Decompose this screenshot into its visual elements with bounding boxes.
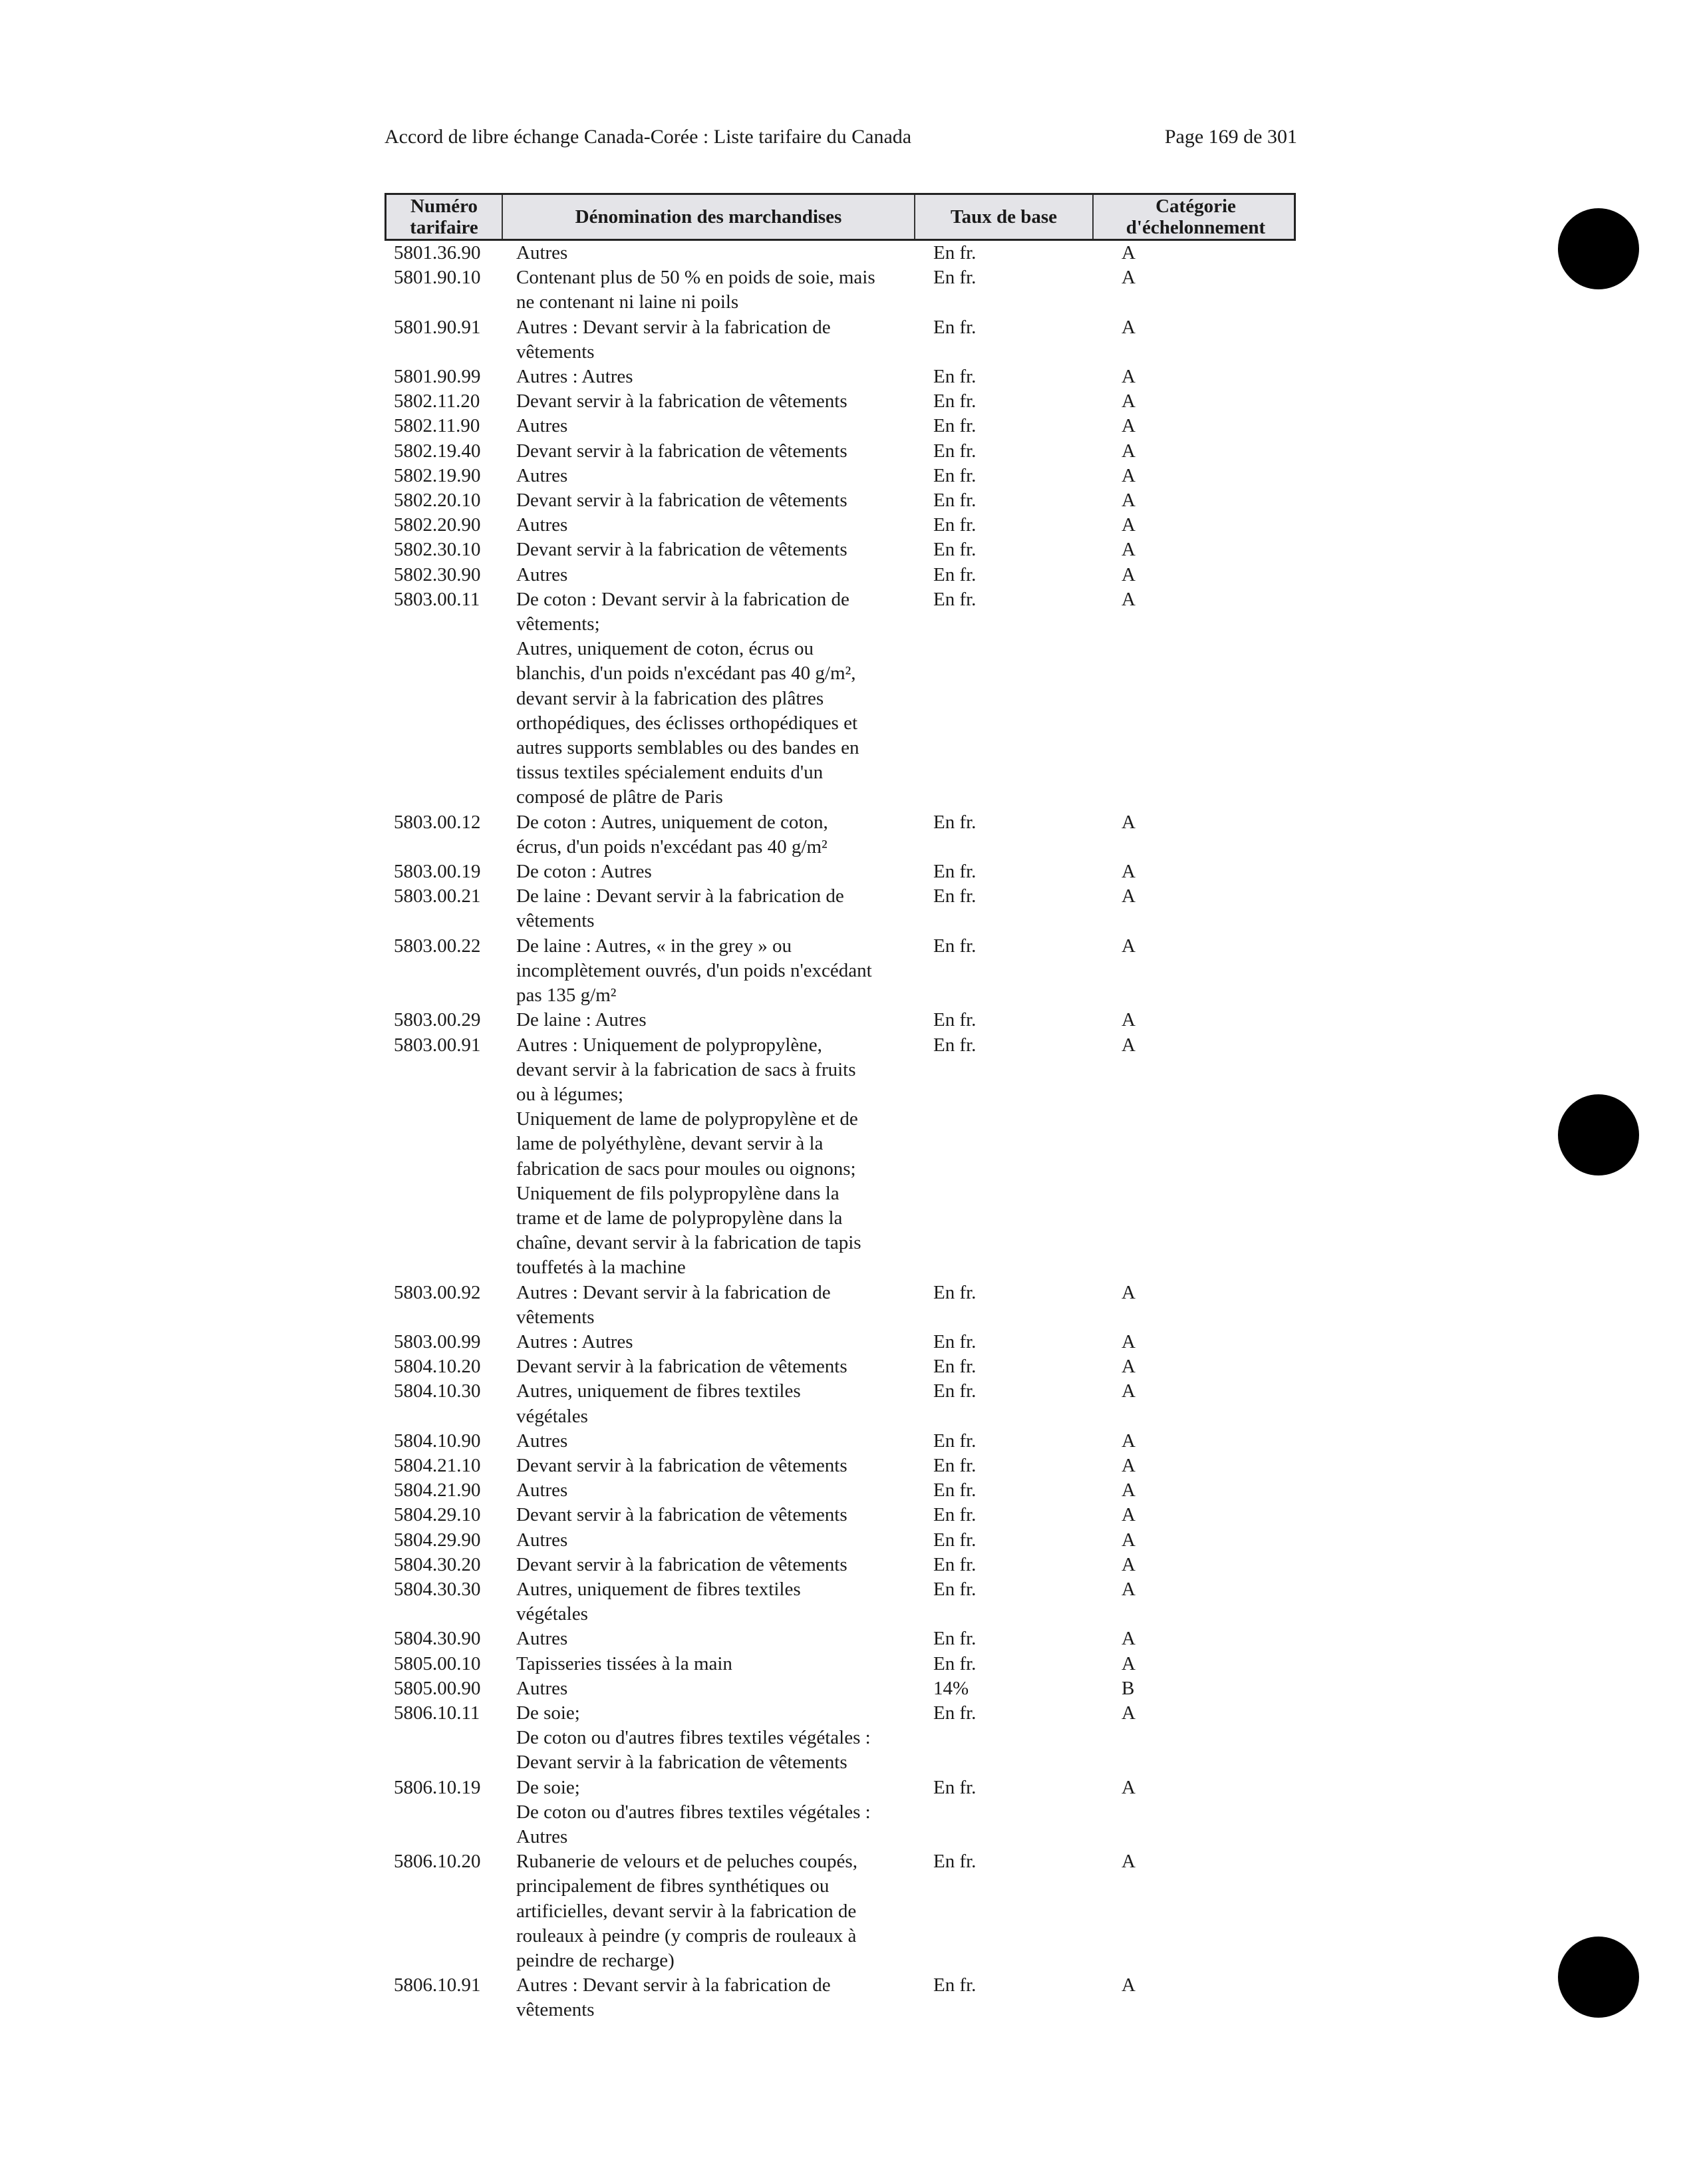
staging-category: A: [1122, 415, 1136, 437]
staging-category: A: [1122, 490, 1136, 512]
staging-category: A: [1122, 1504, 1136, 1526]
column-header-rate: Taux de base: [915, 195, 1094, 239]
goods-description: [516, 1503, 909, 1527]
staging-category: A: [1122, 1330, 1136, 1352]
table-row: [384, 414, 1296, 438]
goods-description: [516, 1008, 909, 1032]
table-row: [384, 513, 1296, 538]
base-rate: En fr.: [933, 1034, 977, 1056]
base-rate: En fr.: [933, 1529, 977, 1551]
table-row: [384, 241, 1296, 265]
staging-category: A: [1122, 440, 1136, 462]
table-row: [384, 934, 1296, 1009]
table-row: [384, 488, 1296, 513]
staging-category: A: [1122, 242, 1136, 263]
table-row: [384, 1033, 1296, 1281]
goods-description: [516, 265, 909, 315]
base-rate: 14%: [933, 1677, 969, 1699]
tariff-code: 5803.00.99: [394, 1330, 481, 1352]
tariff-code: 5803.00.11: [394, 588, 480, 610]
base-rate: En fr.: [933, 1553, 977, 1575]
base-rate: En fr.: [933, 588, 977, 610]
description-line: Devant servir à la fabrication de vêtements: [516, 490, 847, 512]
base-rate: En fr.: [933, 1504, 977, 1526]
table-row: [384, 439, 1296, 464]
goods-description: [516, 1849, 909, 1973]
base-rate: En fr.: [933, 861, 977, 883]
table-row: [384, 1429, 1296, 1454]
table-row: [384, 810, 1296, 859]
description-line: Autres, uniquement de fibres textiles: [516, 1380, 801, 1402]
description-line: vêtements;: [516, 613, 600, 635]
description-line: Autres: [516, 514, 568, 536]
base-rate: En fr.: [933, 242, 977, 263]
goods-description: [516, 859, 909, 884]
description-line: Devant servir à la fabrication de vêtements: [516, 1504, 847, 1526]
table-row: [384, 1379, 1296, 1428]
table-row: [384, 1528, 1296, 1553]
table-row: [384, 1776, 1296, 1850]
table-row: [384, 538, 1296, 562]
description-line: De laine : Autres: [516, 1009, 647, 1031]
base-rate: En fr.: [933, 390, 977, 412]
page-header: [384, 122, 1297, 152]
description-line: Devant servir à la fabrication de vêtements: [516, 1356, 847, 1378]
tariff-code: 5805.00.10: [394, 1652, 481, 1674]
binder-hole: [1558, 208, 1639, 289]
description-line: Autres: [516, 563, 568, 585]
staging-category: A: [1122, 1553, 1136, 1575]
tariff-code: 5801.90.99: [394, 366, 481, 388]
description-line: blanchis, d'un poids n'excédant pas 40 g/m²,: [516, 663, 856, 685]
description-line: touffetés à la machine: [516, 1257, 686, 1279]
table-row: [384, 563, 1296, 587]
description-line: Autres : Autres: [516, 366, 633, 388]
goods-description: [516, 1627, 909, 1651]
tariff-code: 5804.30.20: [394, 1553, 481, 1575]
base-rate: En fr.: [933, 1009, 977, 1031]
goods-description: [516, 934, 909, 1009]
tariff-code: 5803.00.92: [394, 1281, 481, 1303]
table-row: [384, 365, 1296, 389]
description-line: trame et de lame de polypropylène dans la: [516, 1207, 843, 1229]
base-rate: En fr.: [933, 811, 977, 833]
description-line: ou à légumes;: [516, 1083, 624, 1105]
staging-category: A: [1122, 885, 1136, 907]
tariff-code: 5806.10.20: [394, 1851, 481, 1873]
base-rate: En fr.: [933, 1356, 977, 1378]
tariff-code: 5804.29.10: [394, 1504, 481, 1526]
staging-category: A: [1122, 1702, 1136, 1724]
staging-category: A: [1122, 464, 1136, 486]
table-row: [384, 884, 1296, 933]
base-rate: En fr.: [933, 366, 977, 388]
staging-category: A: [1122, 861, 1136, 883]
column-header-description: Dénomination des marchandises: [503, 195, 915, 239]
goods-description: [516, 241, 909, 265]
goods-description: [516, 1454, 909, 1478]
description-line: composé de plâtre de Paris: [516, 786, 723, 808]
tariff-code: 5803.00.19: [394, 861, 481, 883]
description-line: vêtements: [516, 1999, 595, 2021]
base-rate: En fr.: [933, 440, 977, 462]
staging-category: A: [1122, 1430, 1136, 1452]
description-line: vêtements: [516, 910, 595, 932]
base-rate: En fr.: [933, 1380, 977, 1402]
binder-hole: [1558, 1094, 1639, 1175]
description-line: Devant servir à la fabrication de vêtements: [516, 390, 847, 412]
goods-description: [516, 810, 909, 859]
tariff-code: 5805.00.90: [394, 1677, 481, 1699]
description-line: Autres, uniquement de coton, écrus ou: [516, 638, 814, 660]
table-row: [384, 1973, 1296, 2022]
tariff-code: 5804.10.20: [394, 1356, 481, 1378]
description-line: Devant servir à la fabrication de vêtements: [516, 1752, 847, 1774]
table-row: [384, 1849, 1296, 1973]
base-rate: En fr.: [933, 1702, 977, 1724]
goods-description: [516, 587, 909, 810]
description-line: Autres: [516, 1628, 568, 1650]
staging-category: A: [1122, 267, 1136, 289]
goods-description: [516, 488, 909, 513]
base-rate: En fr.: [933, 1281, 977, 1303]
goods-description: [516, 1776, 909, 1850]
table-row: [384, 315, 1296, 365]
description-line: écrus, d'un poids n'excédant pas 40 g/m²: [516, 836, 828, 858]
goods-description: [516, 315, 909, 365]
base-rate: En fr.: [933, 316, 977, 338]
tariff-code: 5802.11.20: [394, 390, 480, 412]
tariff-code: 5802.19.40: [394, 440, 481, 462]
base-rate: En fr.: [933, 1430, 977, 1452]
tariff-table-body: [384, 241, 1296, 2023]
tariff-code: 5802.30.10: [394, 539, 481, 561]
description-line: fabrication de sacs pour moules ou oignons;: [516, 1158, 856, 1179]
goods-description: [516, 1478, 909, 1503]
description-line: Autres: [516, 464, 568, 486]
goods-description: [516, 1033, 909, 1281]
table-row: [384, 859, 1296, 884]
table-row: [384, 1354, 1296, 1379]
staging-category: A: [1122, 588, 1136, 610]
table-header: [384, 193, 1296, 241]
base-rate: En fr.: [933, 490, 977, 512]
base-rate: En fr.: [933, 1480, 977, 1501]
tariff-code: 5803.00.12: [394, 811, 481, 833]
goods-description: [516, 414, 909, 438]
base-rate: En fr.: [933, 1330, 977, 1352]
goods-description: [516, 1553, 909, 1577]
binder-hole: [1558, 1937, 1639, 2018]
staging-category: A: [1122, 1974, 1136, 1996]
description-line: Devant servir à la fabrication de vêtements: [516, 1454, 847, 1476]
goods-description: [516, 1330, 909, 1354]
description-line: devant servir à la fabrication des plâtres: [516, 687, 824, 709]
description-line: principalement de fibres synthétiques ou: [516, 1875, 830, 1897]
base-rate: En fr.: [933, 464, 977, 486]
tariff-code: 5802.19.90: [394, 464, 481, 486]
staging-category: A: [1122, 935, 1136, 957]
base-rate: En fr.: [933, 1628, 977, 1650]
description-line: De coton : Devant servir à la fabrication de: [516, 588, 849, 610]
base-rate: En fr.: [933, 267, 977, 289]
goods-description: [516, 1973, 909, 2022]
description-line: Tapisseries tissées à la main: [516, 1652, 732, 1674]
base-rate: En fr.: [933, 563, 977, 585]
description-line: Devant servir à la fabrication de vêtements: [516, 440, 847, 462]
description-line: vêtements: [516, 1306, 595, 1328]
goods-description: [516, 1528, 909, 1553]
table-row: [384, 1553, 1296, 1577]
tariff-code: 5804.10.30: [394, 1380, 481, 1402]
description-line: De coton : Autres: [516, 861, 652, 883]
table-row: [384, 587, 1296, 810]
document-title: Accord de libre échange Canada-Corée : Liste tarifaire du Canada: [384, 126, 912, 148]
staging-category: A: [1122, 1628, 1136, 1650]
staging-category: A: [1122, 1281, 1136, 1303]
goods-description: [516, 365, 909, 389]
tariff-code: 5803.00.91: [394, 1034, 481, 1056]
base-rate: En fr.: [933, 1652, 977, 1674]
description-line: Autres : Devant servir à la fabrication de: [516, 316, 831, 338]
description-line: chaîne, devant servir à la fabrication de tapis: [516, 1232, 861, 1254]
tariff-code: 5806.10.19: [394, 1776, 481, 1798]
description-line: De coton : Autres, uniquement de coton,: [516, 811, 828, 833]
staging-category: A: [1122, 1380, 1136, 1402]
column-header-code: Numéro tarifaire: [386, 195, 503, 239]
tariff-code: 5802.20.90: [394, 514, 481, 536]
staging-category: B: [1122, 1677, 1135, 1699]
table-row: [384, 1627, 1296, 1651]
description-line: Uniquement de fils polypropylène dans la: [516, 1182, 840, 1204]
table-row: [384, 1701, 1296, 1776]
staging-category: A: [1122, 1776, 1136, 1798]
description-line: Autres : Uniquement de polypropylène,: [516, 1034, 822, 1056]
description-line: Autres: [516, 242, 568, 263]
description-line: autres supports semblables ou des bandes en: [516, 737, 859, 759]
tariff-code: 5804.10.90: [394, 1430, 481, 1452]
description-line: Rubanerie de velours et de peluches coupés,: [516, 1851, 857, 1873]
description-line: rouleaux à peindre (y compris de rouleaux à: [516, 1925, 857, 1947]
goods-description: [516, 1701, 909, 1776]
description-line: De soie;: [516, 1702, 580, 1724]
table-row: [384, 1281, 1296, 1330]
staging-category: A: [1122, 811, 1136, 833]
description-line: De coton ou d'autres fibres textiles végétales :: [516, 1727, 871, 1749]
tariff-code: 5803.00.21: [394, 885, 481, 907]
description-line: orthopédiques, des éclisses orthopédiques et: [516, 712, 858, 734]
table-row: [384, 1478, 1296, 1503]
staging-category: A: [1122, 316, 1136, 338]
staging-category: A: [1122, 366, 1136, 388]
description-line: végétales: [516, 1405, 588, 1427]
description-line: végétales: [516, 1603, 588, 1625]
tariff-code: 5804.30.90: [394, 1628, 481, 1650]
base-rate: En fr.: [933, 935, 977, 957]
staging-category: A: [1122, 1529, 1136, 1551]
table-row: [384, 1652, 1296, 1676]
table-row: [384, 1676, 1296, 1701]
description-line: De coton ou d'autres fibres textiles végétales :: [516, 1801, 871, 1823]
staging-category: A: [1122, 514, 1136, 536]
goods-description: [516, 538, 909, 562]
tariff-code: 5804.21.10: [394, 1454, 481, 1476]
goods-description: [516, 884, 909, 933]
tariff-code: 5806.10.91: [394, 1974, 481, 1996]
staging-category: A: [1122, 1480, 1136, 1501]
description-line: pas 135 g/m²: [516, 985, 617, 1007]
description-line: tissus textiles spécialement enduits d'un: [516, 762, 824, 784]
staging-category: A: [1122, 1454, 1136, 1476]
tariff-code: 5801.90.91: [394, 316, 481, 338]
tariff-code: 5802.20.10: [394, 490, 481, 512]
description-line: Autres, uniquement de fibres textiles: [516, 1578, 801, 1600]
description-line: peindre de recharge): [516, 1950, 675, 1972]
tariff-code: 5804.29.90: [394, 1529, 481, 1551]
description-line: incomplètement ouvrés, d'un poids n'excédant: [516, 959, 872, 981]
tariff-code: 5802.11.90: [394, 415, 480, 437]
tariff-code: 5803.00.29: [394, 1009, 481, 1031]
goods-description: [516, 464, 909, 488]
base-rate: En fr.: [933, 539, 977, 561]
tariff-code: 5801.36.90: [394, 242, 481, 263]
description-line: ne contenant ni laine ni poils: [516, 291, 739, 313]
description-line: devant servir à la fabrication de sacs à fruits: [516, 1058, 856, 1080]
staging-category: A: [1122, 1851, 1136, 1873]
table-row: [384, 389, 1296, 414]
table-row: [384, 1454, 1296, 1478]
table-row: [384, 1503, 1296, 1527]
description-line: Autres: [516, 1677, 568, 1699]
base-rate: En fr.: [933, 885, 977, 907]
description-line: Autres : Devant servir à la fabrication de: [516, 1281, 831, 1303]
base-rate: En fr.: [933, 1974, 977, 1996]
tariff-code: 5804.30.30: [394, 1578, 481, 1600]
tariff-code: 5802.30.90: [394, 563, 481, 585]
goods-description: [516, 513, 909, 538]
description-line: Contenant plus de 50 % en poids de soie, mais: [516, 267, 875, 289]
description-line: Uniquement de lame de polypropylène et de: [516, 1108, 858, 1130]
staging-category: A: [1122, 1652, 1136, 1674]
description-line: Autres: [516, 415, 568, 437]
goods-description: [516, 389, 909, 414]
goods-description: [516, 1281, 909, 1330]
base-rate: En fr.: [933, 1851, 977, 1873]
description-line: vêtements: [516, 341, 595, 363]
column-header-category: Catégorie d'échelonnement: [1126, 196, 1266, 238]
staging-category: A: [1122, 1578, 1136, 1600]
table-row: [384, 1330, 1296, 1354]
staging-category: A: [1122, 563, 1136, 585]
description-line: Autres: [516, 1529, 568, 1551]
staging-category: A: [1122, 1356, 1136, 1378]
tariff-code: 5806.10.11: [394, 1702, 480, 1724]
goods-description: [516, 1354, 909, 1379]
description-line: artificielles, devant servir à la fabrication de: [516, 1900, 857, 1922]
tariff-code: 5801.90.10: [394, 267, 481, 289]
table-row: [384, 1577, 1296, 1627]
goods-description: [516, 439, 909, 464]
staging-category: A: [1122, 1009, 1136, 1031]
base-rate: En fr.: [933, 514, 977, 536]
description-line: Autres : Autres: [516, 1330, 633, 1352]
description-line: Autres: [516, 1826, 568, 1847]
description-line: lame de polyéthylène, devant servir à la: [516, 1133, 824, 1155]
description-line: Autres: [516, 1480, 568, 1501]
table-row: [384, 1008, 1296, 1032]
description-line: Devant servir à la fabrication de vêtements: [516, 1553, 847, 1575]
goods-description: [516, 1429, 909, 1454]
description-line: De laine : Autres, « in the grey » ou: [516, 935, 792, 957]
goods-description: [516, 1652, 909, 1676]
goods-description: [516, 1577, 909, 1627]
table-row: [384, 464, 1296, 488]
goods-description: [516, 1379, 909, 1428]
tariff-code: 5803.00.22: [394, 935, 481, 957]
description-line: Devant servir à la fabrication de vêtements: [516, 539, 847, 561]
base-rate: En fr.: [933, 415, 977, 437]
description-line: De soie;: [516, 1776, 580, 1798]
goods-description: [516, 1676, 909, 1701]
staging-category: A: [1122, 1034, 1136, 1056]
description-line: Autres: [516, 1430, 568, 1452]
description-line: Autres : Devant servir à la fabrication de: [516, 1974, 831, 1996]
tariff-code: 5804.21.90: [394, 1480, 481, 1501]
base-rate: En fr.: [933, 1776, 977, 1798]
staging-category: A: [1122, 539, 1136, 561]
table-row: [384, 265, 1296, 315]
goods-description: [516, 563, 909, 587]
page-number: Page 169 de 301: [1164, 126, 1297, 148]
base-rate: En fr.: [933, 1454, 977, 1476]
base-rate: En fr.: [933, 1578, 977, 1600]
staging-category: A: [1122, 390, 1136, 412]
description-line: De laine : Devant servir à la fabrication de: [516, 885, 844, 907]
